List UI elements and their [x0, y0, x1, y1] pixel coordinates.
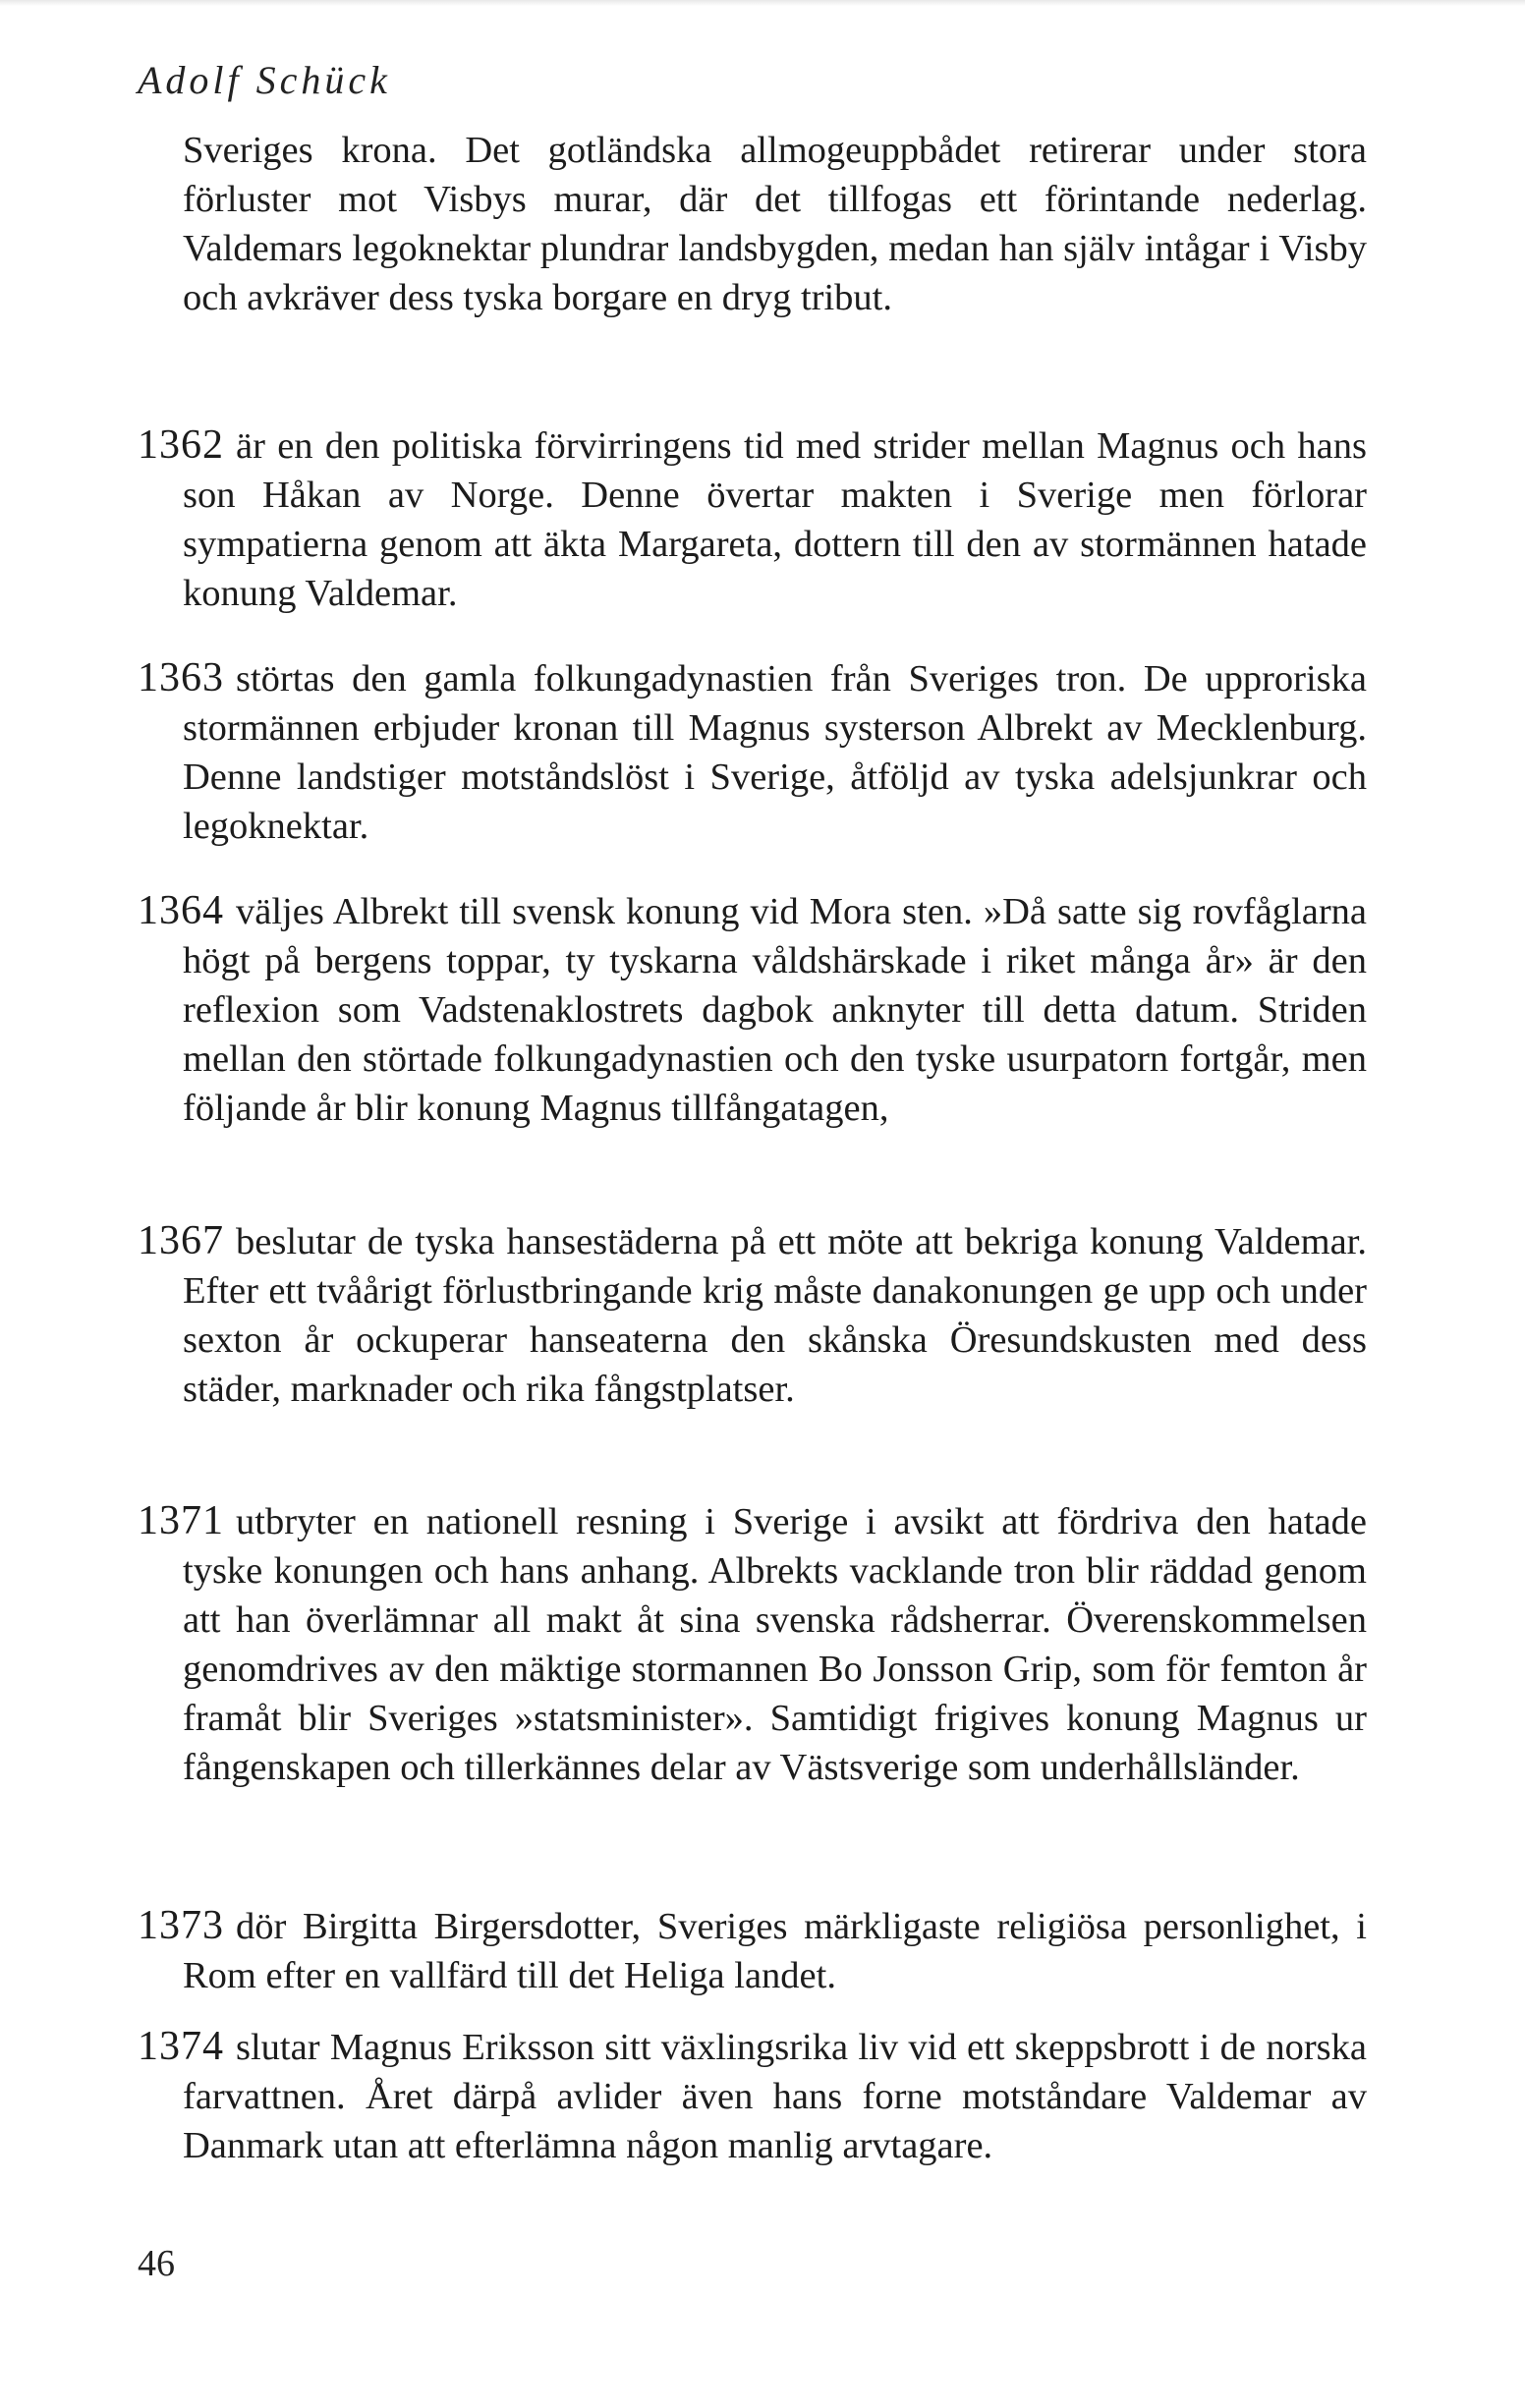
entry-text: beslutar de tyska hansestäderna på ett möte att bekriga konung Valdemar. Efter ett tvåårigt förlustbringande krig måste danakonungen ge upp och under sexton år ockuperar hanseaterna den skånska Öresundskusten med dess städer, marknader och rika fångstplatser. — [183, 1221, 1367, 1410]
page-top-edge — [0, 0, 1525, 6]
chronology-entry-1364 — [138, 886, 1367, 1133]
running-head: Adolf Schück — [138, 58, 391, 102]
entry-year: 1364 — [138, 888, 224, 933]
entry-text: slutar Magnus Eriksson sitt växlingsrika liv vid ett skeppsbrott i de norska farvattnen. Året därpå avlider även hans forne motståndare Valdemar av Danmark utan att efterlämna någon manlig arvtagare. — [183, 2027, 1367, 2166]
continuation-paragraph: Sveriges krona. Det gotländska allmogeuppbådet retirerar under stora förluster mot Visbys murar, där det tillfogas ett förintande nederlag. Valdemars legoknektar plundrar landsbygden, medan han själv intågar i Visby och avkräver dess tyska borgare en dryg tribut. — [183, 130, 1367, 318]
entry-year: 1371 — [138, 1498, 224, 1543]
entry-year: 1373 — [138, 1903, 224, 1948]
entry-year: 1374 — [138, 2024, 224, 2069]
entry-text: är en den politiska förvirringens tid med strider mellan Magnus och hans son Håkan av Norge. Denne övertar makten i Sverige men förlorar sympatierna genom att äkta Margareta, dottern till den av stormännen hatade konung Valdemar. — [183, 425, 1367, 614]
chronology-entry-1363 — [138, 653, 1367, 851]
entry-year: 1363 — [138, 655, 224, 700]
chronology-entry-1367 — [138, 1216, 1367, 1414]
chronology-entry-1373 — [138, 1901, 1367, 2000]
entry-year: 1367 — [138, 1218, 224, 1263]
chronology-entry-1374 — [138, 2022, 1367, 2170]
entry-text: utbryter en nationell resning i Sverige i avsikt att fördriva den hatade tyske konungen och hans anhang. Albrekts vacklande tron blir räddad genom att han överlämnar all makt åt sina svenska rådsherrar. Överenskommelsen genomdrives av den mäktige stormannen Bo Jonsson Grip, som för femton år framåt blir Sveriges »statsminister». Samtidigt frigives konung Magnus ur fångenskapen och tillerkännes delar av Västsverige som underhållsländer. — [183, 1501, 1367, 1788]
chronology-entry-1362 — [138, 420, 1367, 618]
page-number: 46 — [138, 2243, 175, 2284]
entry-text: dör Birgitta Birgersdotter, Sveriges märkligaste religiösa personlighet, i Rom efter en vallfärd till det Heliga landet. — [183, 1906, 1367, 1996]
entry-text: väljes Albrekt till svensk konung vid Mora sten. »Då satte sig rovfåglarna högt på bergens toppar, ty tyskarna våldshärskade i riket många år» är den reflexion som Vadstenaklostrets dagbok anknyter till detta datum. Striden mellan den störtade folkungadynastien och den tyske usurpatorn fortgår, men följande år blir konung Magnus tillfångatagen, — [183, 891, 1367, 1129]
entry-year: 1362 — [138, 422, 224, 468]
chronology-entry-1371 — [138, 1496, 1367, 1792]
entry-text: störtas den gamla folkungadynastien från Sveriges tron. De upproriska stormännen erbjuder kronan till Magnus systerson Albrekt av Mecklenburg. Denne landstiger motståndslöst i Sverige, åtföljd av tyska adelsjunkrar och legoknektar. — [183, 658, 1367, 847]
